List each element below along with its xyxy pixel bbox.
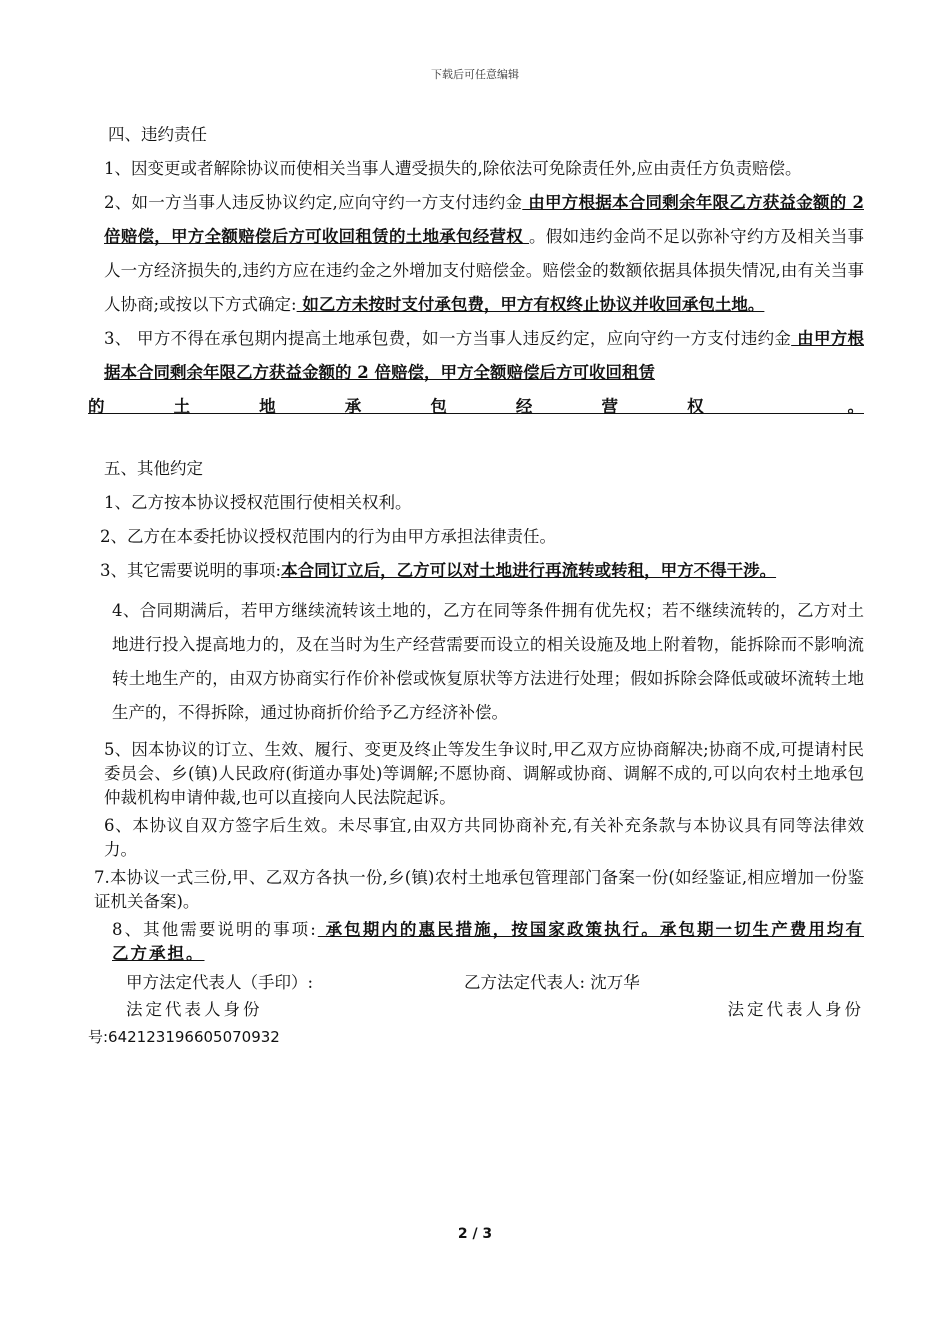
other-clause-4: 4、合同期满后，若甲方继续流转该土地的，乙方在同等条件拥有优先权；若不继续流转的，乙方对土地进行投入提高地力的，及在当时为生产经营需要而设立的相关设施及地上附着物，能拆除而不影响流转土地生产的，由双方协商实行作价补偿或恢复原状等方法进行处理；假如拆除会降低或破坏流转土地生产的，不得拆除，通过协商折价给予乙方经济补偿。 [112,601,864,722]
breach-clause-1: 1、因变更或者解除协议而使相关当事人遭受损失的,除依法可免除责任外,应由责任方负责赔偿。 [104,159,802,178]
party-b-representative: 乙方法定代表人: 沈万华 [464,973,640,992]
other-clause-3-fill: 本合同订立后，乙方可以对土地进行再流转或转租，甲方不得干涉。 [281,561,777,580]
party-b-id-label: 法定代表人身份 [727,1000,864,1019]
breach-clause-2-middle: 。假如违约金尚不足以弥补守约方及相关当事人一方经济损失的,违约方应在违约金之外增加支付赔偿金。赔偿金的数额依据具体损失情况,由有关当事人协商;或按以下方式确定: [104,227,865,314]
id-number: 号:642123196605070932 [88,1028,280,1046]
breach-clause-3-fill-1: 由甲方根据本合同剩余年限乙方获益金额的 2 倍赔偿，甲方全额赔偿后方可收回租赁 [104,329,864,382]
other-clause-1: 1、乙方按本协议授权范围行使相关权利。 [104,493,412,512]
breach-clause-3-fill-2: 的土地承包经营权 。 [88,397,864,416]
other-clause-3-text: 3、其它需要说明的事项: [100,561,282,580]
signature-id-labels [88,996,864,1024]
section-title-breach: 四、违约责任 [108,125,207,144]
signature-representatives [88,970,864,996]
other-clause-8 [88,918,864,966]
other-clause-6: 6、本协议自双方签字后生效。未尽事宜,由双方共同协商补充,有关补充条款与本协议具有同等法律效力。 [104,816,864,859]
other-clauses-compact [88,738,864,966]
other-clause-8-text: 8、其他需要说明的事项: [112,920,318,939]
other-clause-8-fill: 承包期内的惠民措施，按国家政策执行。承包期一切生产费用均有乙方承担。 [112,920,864,963]
document-body [88,118,864,1050]
spacer [88,424,864,452]
breach-clause-2-fill-1: 由甲方根据本合同剩余年限乙方获益金额的 2 倍赔偿，甲方全额赔偿后方可收回租赁的土地承包经营权 [104,193,864,246]
other-clause-2: 2、乙方在本委托协议授权范围内的行为由甲方承担法律责任。 [100,527,556,546]
breach-clause-2-fill-2: 如乙方未按时支付承包费，甲方有权终止协议并收回承包土地。 [296,295,765,314]
other-clause-7: 7.本协议一式三份,甲、乙双方各执一份,乡(镇)农村土地承包管理部门备案一份(如经鉴证,相应增加一份鉴证机关备案)。 [94,868,864,911]
breach-clause-3 [88,322,864,390]
other-clause-5: 5、因本协议的订立、生效、履行、变更及终止等发生争议时,甲乙双方应协商解决;协商不成,可提请村民委员会、乡(镇)人民政府(街道办事处)等调解;不愿协商、调解或协商、调解不成的,可以向农村土地承包仲裁机构申请仲裁,也可以直接向人民法院起诉。 [104,740,864,807]
party-a-id-label: 法定代表人身份 [126,1000,263,1019]
breach-clause-2 [88,186,864,322]
breach-clause-2-text: 2、如一方当事人违反协议约定,应向守约一方支付违约金 [104,193,523,212]
section-title-other: 五、其他约定 [104,459,203,478]
party-a-representative: 甲方法定代表人（手印）: [126,973,314,992]
breach-clause-3-text: 3、 甲方不得在承包期内提高土地承包费，如一方当事人违反约定，应向守约一方支付违约金 [104,329,792,348]
other-clause-3 [88,554,864,588]
page-number: 2 / 3 [457,1226,493,1242]
page-header: 下载后可任意编辑 [431,68,519,81]
